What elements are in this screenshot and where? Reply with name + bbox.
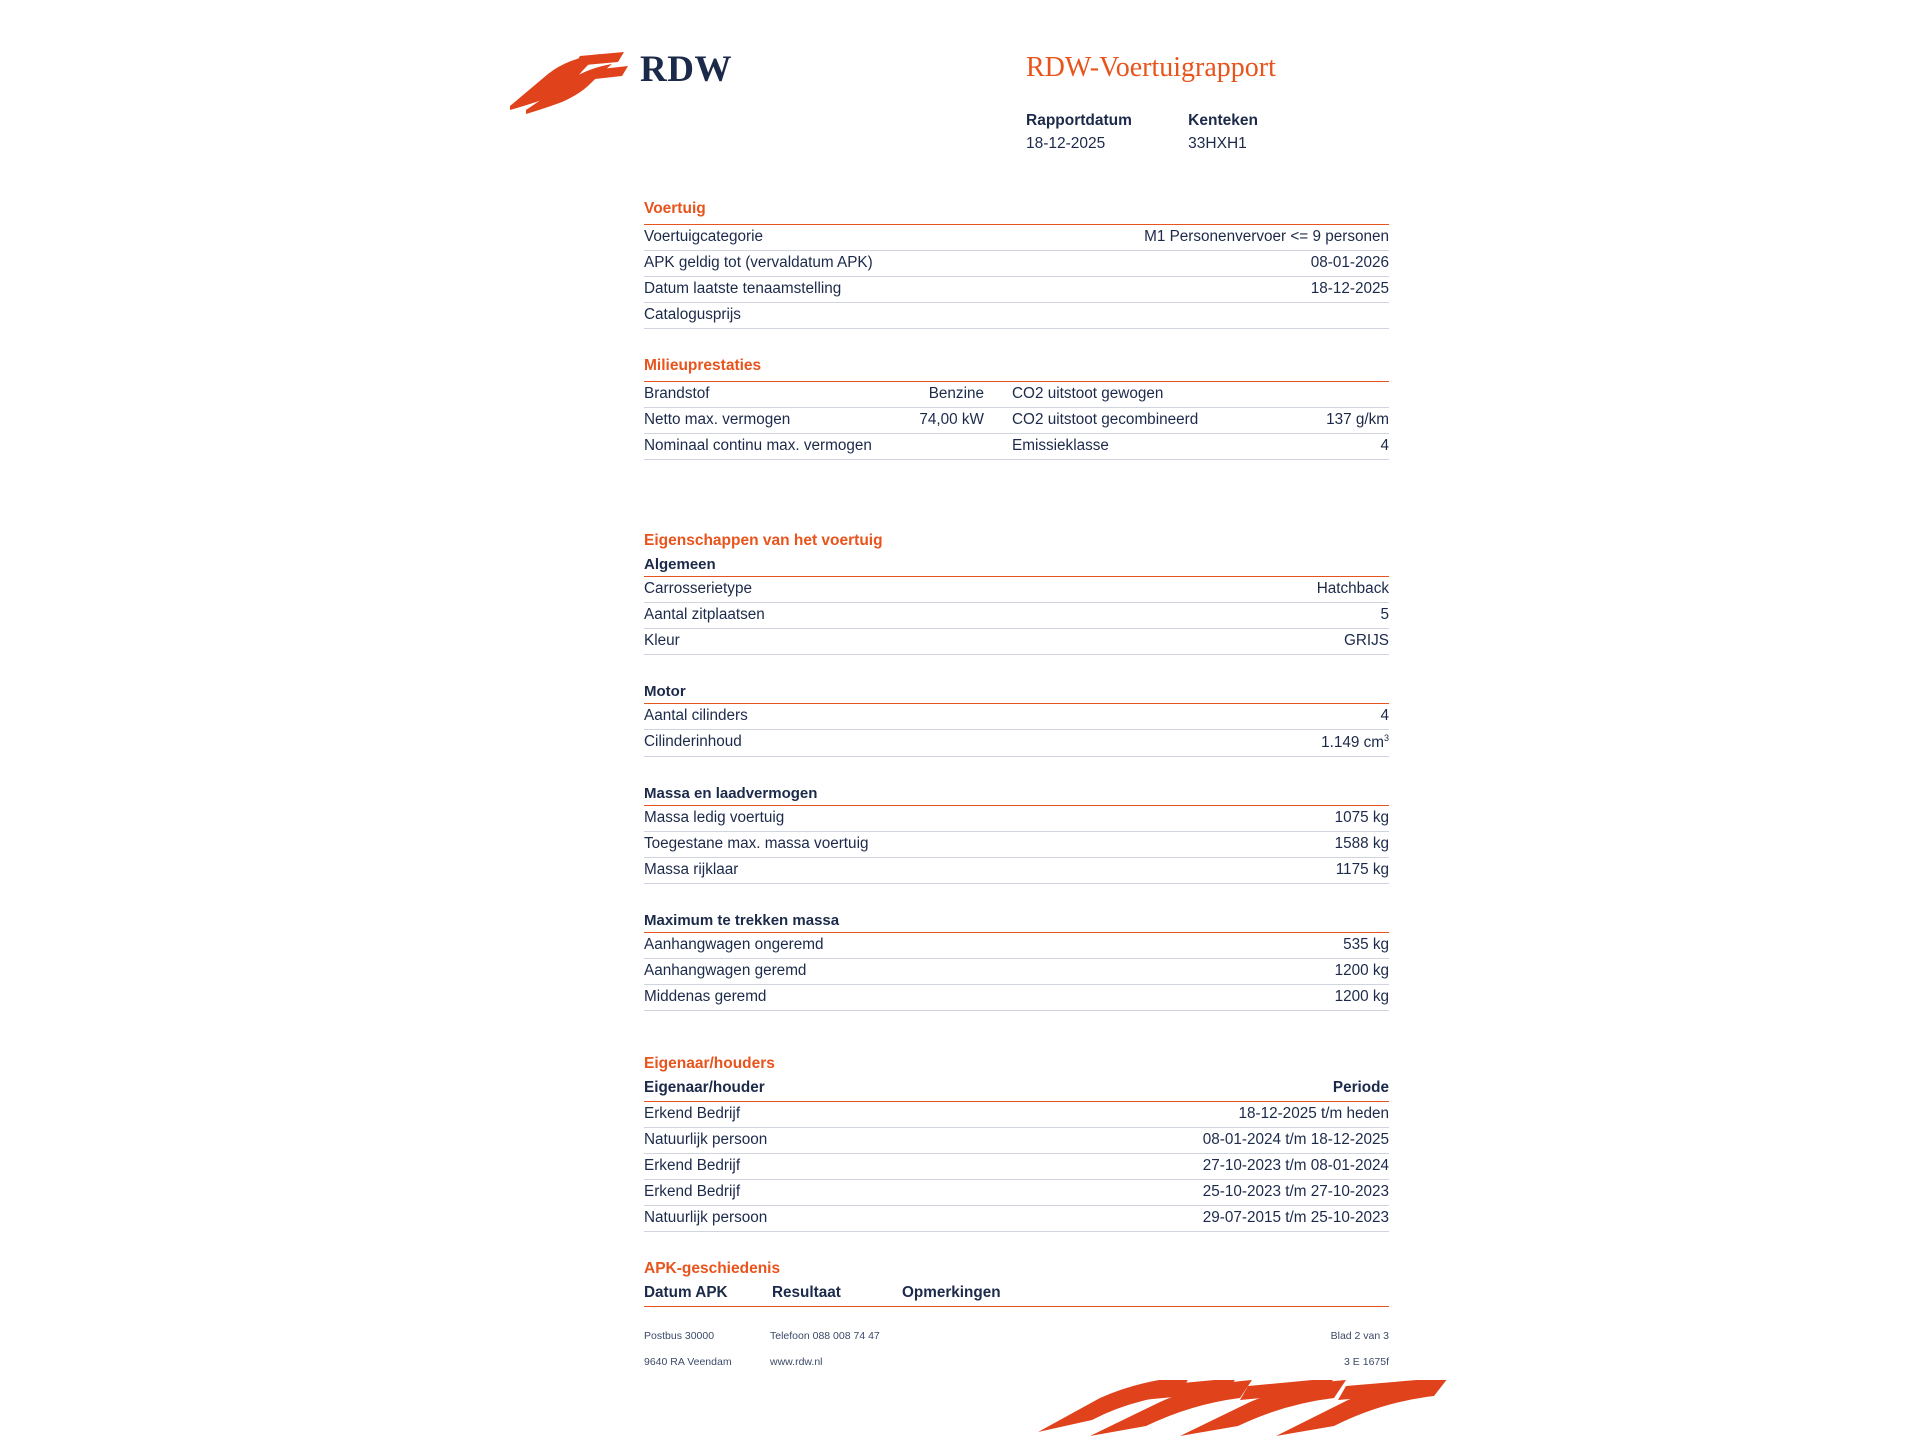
- plate-block: [1188, 112, 1258, 153]
- subsection-title-trekken: Maximum te trekken massa: [644, 912, 840, 930]
- spacer: [644, 460, 1389, 532]
- section-milieuprestaties: [644, 357, 1389, 460]
- row-value: Hatchback: [1110, 577, 1389, 603]
- row-period: 29-07-2015 t/m 25-10-2023: [941, 1206, 1389, 1232]
- page-footer: [644, 1330, 1389, 1382]
- row-period: 25-10-2023 t/m 27-10-2023: [941, 1180, 1389, 1206]
- table-row: [644, 858, 1389, 884]
- table-row: [644, 603, 1389, 629]
- row-value: 535 kg: [1216, 933, 1389, 959]
- row-label: Toegestane max. massa voertuig: [644, 832, 1244, 858]
- motor-table: [644, 703, 1389, 757]
- table-row: [644, 434, 1389, 460]
- plate-value: 33HXH1: [1188, 135, 1247, 152]
- algemeen-table: [644, 576, 1389, 655]
- column-header-owner: Eigenaar/houder: [644, 1079, 765, 1097]
- logo-text: RDW: [640, 49, 732, 90]
- rdw-bottom-swoosh-icon: [1030, 1380, 1460, 1440]
- spacer: [644, 884, 1389, 912]
- table-header-row: [644, 1284, 1389, 1307]
- row-mid-value: Benzine: [874, 382, 984, 408]
- row-owner: Natuurlijk persoon: [644, 1128, 941, 1154]
- spacer: [644, 329, 1389, 357]
- table-row: [644, 959, 1389, 985]
- row-value: 1200 kg: [1216, 985, 1389, 1011]
- row-value: GRIJS: [1110, 629, 1389, 655]
- page-title: RDW-Voertuigrapport: [1026, 52, 1276, 83]
- plate-label: Kenteken: [1188, 112, 1258, 129]
- massa-table: [644, 805, 1389, 884]
- table-row: [644, 933, 1389, 959]
- spacer: [644, 1011, 1389, 1055]
- document-body: [644, 200, 1389, 1307]
- row-label: Kleur: [644, 629, 1110, 655]
- row-value: 18-12-2025: [1004, 277, 1389, 303]
- row-mid-value: 74,00 kW: [874, 408, 984, 434]
- row-period: 18-12-2025 t/m heden: [941, 1102, 1389, 1128]
- report-date-label: Rapportdatum: [1026, 112, 1132, 129]
- table-row: [644, 730, 1389, 757]
- section-title-eigenschappen: Eigenschappen van het voertuig: [644, 532, 883, 549]
- subsection-title-massa: Massa en laadvermogen: [644, 785, 818, 803]
- owners-header: [644, 1079, 1389, 1101]
- row-value: 1075 kg: [1244, 806, 1389, 832]
- subsection-title-motor: Motor: [644, 683, 686, 700]
- row-label-secondary: CO2 uitstoot gewogen: [984, 382, 1297, 408]
- table-row: [644, 408, 1389, 434]
- section-title-eigenaar-houders: Eigenaar/houders: [644, 1055, 775, 1073]
- footer-address-pobox: Postbus 30000: [644, 1330, 715, 1342]
- table-row: [644, 1180, 1389, 1206]
- column-header-remarks: Opmerkingen: [902, 1284, 1001, 1302]
- table-row: [644, 1102, 1389, 1128]
- row-value: M1 Personenvervoer <= 9 personen: [1004, 225, 1389, 251]
- table-row: [644, 382, 1389, 408]
- section-title-milieuprestaties: Milieuprestaties: [644, 357, 762, 374]
- row-label: Aantal cilinders: [644, 704, 1094, 730]
- row-label: APK geldig tot (vervaldatum APK): [644, 251, 1004, 277]
- row-label: Middenas geremd: [644, 985, 1216, 1011]
- footer-website-link[interactable]: www.rdw.nl: [770, 1356, 823, 1368]
- footer-phone: Telefoon 088 008 74 47: [770, 1330, 880, 1342]
- row-period: 27-10-2023 t/m 08-01-2024: [941, 1154, 1389, 1180]
- table-header-row: [644, 1079, 1389, 1101]
- row-value: [1004, 303, 1389, 329]
- row-label: Catalogusprijs: [644, 303, 1004, 329]
- row-label: Netto max. vermogen: [644, 408, 874, 434]
- row-label: Voertuigcategorie: [644, 225, 1004, 251]
- table-row: [644, 1206, 1389, 1232]
- table-row: [644, 806, 1389, 832]
- table-row: [644, 303, 1389, 329]
- row-value: 08-01-2026: [1004, 251, 1389, 277]
- row-owner: Erkend Bedrijf: [644, 1154, 941, 1180]
- section-title-apk-geschiedenis: APK-geschiedenis: [644, 1260, 781, 1278]
- row-label: Datum laatste tenaamstelling: [644, 277, 1004, 303]
- apk-header: [644, 1284, 1389, 1307]
- section-voertuig: [644, 200, 1389, 329]
- table-row: [644, 1154, 1389, 1180]
- footer-address-city: 9640 RA Veendam: [644, 1356, 732, 1368]
- row-value-text: 1.149 cm: [1321, 734, 1384, 752]
- row-value-secondary: [1297, 382, 1389, 408]
- rdw-swoosh-logo-icon: [508, 50, 630, 122]
- row-label: Brandstof: [644, 382, 874, 408]
- row-value: 4: [1094, 704, 1389, 730]
- milieu-table: [644, 381, 1389, 460]
- row-label: Aanhangwagen geremd: [644, 959, 1216, 985]
- row-label: Nominaal continu max. vermogen: [644, 434, 874, 460]
- report-date-value: 18-12-2025: [1026, 135, 1106, 152]
- report-meta: [1026, 112, 1446, 153]
- row-label: Cilinderinhoud: [644, 730, 1094, 757]
- footer-line-2: [644, 1356, 1389, 1382]
- row-value: [1094, 730, 1389, 757]
- row-value: 1588 kg: [1244, 832, 1389, 858]
- report-date-block: [1026, 112, 1184, 153]
- table-row: [644, 251, 1389, 277]
- table-row: [644, 1128, 1389, 1154]
- footer-page-number: Blad 2 van 3: [1330, 1330, 1389, 1342]
- row-label-secondary: CO2 uitstoot gecombineerd: [984, 408, 1297, 434]
- row-owner: Erkend Bedrijf: [644, 1102, 941, 1128]
- spacer: [644, 757, 1389, 785]
- row-owner: Natuurlijk persoon: [644, 1206, 941, 1232]
- column-header-period: Periode: [1332, 1079, 1389, 1097]
- footer-line-1: [644, 1330, 1389, 1356]
- column-header-result: Resultaat: [772, 1284, 841, 1302]
- row-value-secondary: 137 g/km: [1297, 408, 1389, 434]
- row-owner: Erkend Bedrijf: [644, 1180, 941, 1206]
- subsection-title-algemeen: Algemeen: [644, 556, 716, 573]
- row-label: Carrosserietype: [644, 577, 1110, 603]
- voertuig-table: [644, 224, 1389, 329]
- owners-table: [644, 1101, 1389, 1232]
- footer-form-code: 3 E 1675f: [1344, 1356, 1389, 1368]
- row-value-superscript: 3: [1383, 733, 1389, 743]
- table-row: [644, 577, 1389, 603]
- row-mid-value: [874, 434, 984, 460]
- row-label: Massa rijklaar: [644, 858, 1244, 884]
- row-value: 1200 kg: [1216, 959, 1389, 985]
- row-label: Aantal zitplaatsen: [644, 603, 1110, 629]
- row-period: 08-01-2024 t/m 18-12-2025: [941, 1128, 1389, 1154]
- table-row: [644, 832, 1389, 858]
- section-eigenschappen: [644, 532, 1389, 1011]
- rdw-logo: [508, 34, 732, 124]
- row-value: 1175 kg: [1244, 858, 1389, 884]
- section-apk-geschiedenis: [644, 1260, 1389, 1307]
- table-row: [644, 277, 1389, 303]
- row-label: Massa ledig voertuig: [644, 806, 1244, 832]
- spacer: [644, 1232, 1389, 1260]
- row-label: Aanhangwagen ongeremd: [644, 933, 1216, 959]
- row-label-secondary: Emissieklasse: [984, 434, 1297, 460]
- section-title-voertuig: Voertuig: [644, 200, 706, 217]
- table-row: [644, 985, 1389, 1011]
- row-value-secondary: 4: [1297, 434, 1389, 460]
- section-eigenaar-houders: [644, 1055, 1389, 1232]
- trekken-table: [644, 932, 1389, 1011]
- spacer: [644, 655, 1389, 683]
- table-row: [644, 704, 1389, 730]
- column-header-apk-date: Datum APK: [644, 1284, 728, 1302]
- table-row: [644, 225, 1389, 251]
- row-value: 5: [1110, 603, 1389, 629]
- table-row: [644, 629, 1389, 655]
